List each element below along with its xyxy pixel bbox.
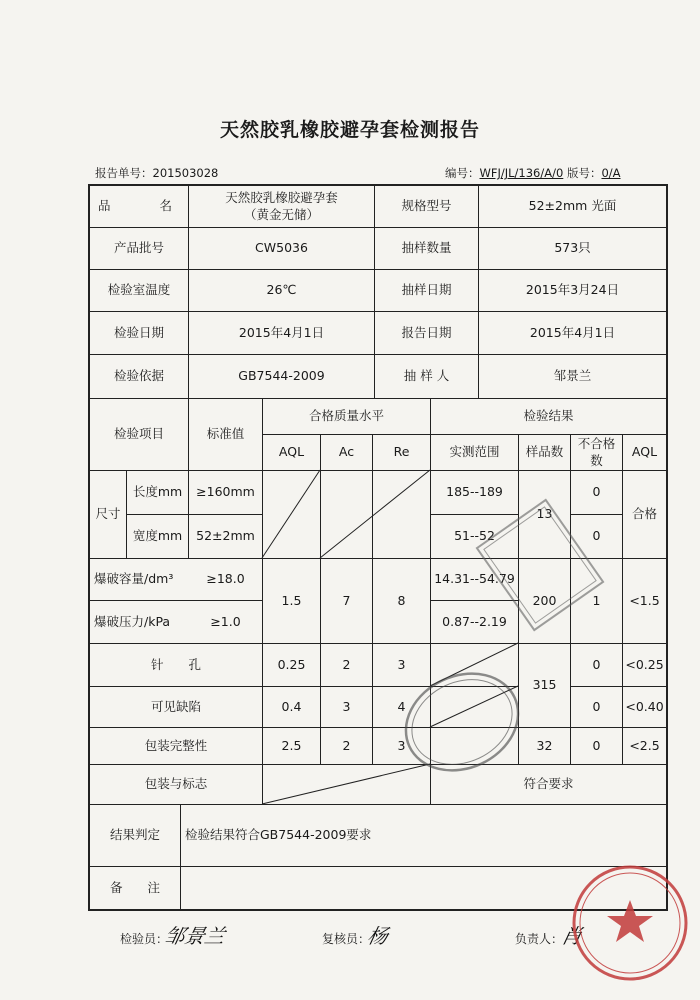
report-title: 天然胶乳橡胶避孕套检测报告: [219, 119, 480, 141]
burst-pressure-range: 0.87--2.19: [442, 613, 507, 629]
report-number: 报告单号：201503028: [95, 166, 219, 180]
inspector-label: 检验员：: [120, 932, 169, 946]
length-standard: ≥160mm: [196, 484, 255, 500]
inspector-signature: 邹景兰: [162, 924, 228, 948]
header-sample-count: 样品数: [525, 444, 564, 460]
marking-result: 符合要求: [523, 776, 574, 792]
pinhole-re: 3: [397, 656, 406, 672]
sample-qty-value: 573只: [554, 240, 591, 256]
inspect-date-value: 2015年4月1日: [238, 324, 325, 340]
manager-signature: 肖: [559, 924, 585, 948]
sample-date-label: 抽样日期: [401, 282, 452, 298]
pinhole-result: <0.25: [625, 656, 664, 672]
burst-pressure-standard: ≥1.0: [210, 613, 241, 629]
burst-sample-count: 200: [532, 592, 557, 608]
package-re: 3: [397, 737, 406, 753]
header-result: 检验结果: [523, 408, 574, 424]
width-range: 51--52: [454, 528, 495, 544]
length-range: 185--189: [446, 484, 503, 500]
header-nonconforming-line2: 数: [590, 452, 603, 468]
room-temp-label: 检验室温度: [107, 282, 171, 298]
pinhole-label: 针 孔: [150, 656, 201, 672]
report-date-value: 2015年4月1日: [529, 324, 616, 340]
size-group-label: 尺寸: [95, 506, 121, 522]
doc-code: WFJ/JL/136/A/0: [479, 166, 564, 180]
size-result: 合格: [631, 506, 657, 522]
report-date-label: 报告日期: [401, 324, 452, 340]
sampler-value: 邹景兰: [553, 368, 592, 384]
batch-value: CW5036: [255, 240, 308, 256]
spec-value: 52±2mm 光面: [528, 198, 617, 214]
sample-qty-label: 抽样数量: [401, 240, 452, 256]
basis-value: GB7544-2009: [238, 368, 325, 384]
room-temp-value: 26℃: [266, 282, 297, 298]
width-nonconforming: 0: [592, 528, 601, 544]
sample-date-value: 2015年3月24日: [525, 282, 620, 298]
marking-label: 包装与标志: [144, 776, 208, 792]
pinhole-ac: 2: [342, 656, 351, 672]
package-ac: 2: [342, 737, 351, 753]
table-border-right: [666, 184, 668, 911]
visible-nonconforming: 0: [592, 698, 601, 714]
sampler-label: 抽 样 人: [403, 368, 450, 384]
header-quality-level: 合格质量水平: [308, 408, 384, 424]
header-ac: Ac: [338, 444, 355, 460]
reviewer-signature: 杨: [365, 924, 391, 948]
burst-volume-label: 爆破容量/dm³: [94, 571, 174, 587]
product-name-value: [189, 186, 374, 227]
burst-ac: 7: [342, 592, 351, 608]
burst-result: <1.5: [629, 592, 660, 608]
pinhole-nonconforming: 0: [592, 656, 601, 672]
document-code-line: [445, 165, 621, 181]
header-re: Re: [393, 444, 410, 460]
header-measured-range: 实测范围: [449, 444, 500, 460]
product-name-line2: （黄金无储）: [243, 206, 319, 222]
package-nonconforming: 0: [592, 737, 601, 753]
burst-nonconforming: 1: [592, 592, 601, 608]
package-label: 包装完整性: [144, 737, 208, 753]
package-aql: 2.5: [281, 737, 302, 753]
doc-code-label: 编号：: [445, 166, 480, 180]
conclusion-label: 结果判定: [109, 827, 160, 843]
version-label: 版号：: [566, 166, 602, 180]
version: 0/A: [601, 166, 621, 180]
header-aql-result: AQL: [631, 444, 658, 460]
inspect-date-label: 检验日期: [113, 324, 164, 340]
burst-re: 8: [397, 592, 406, 608]
conclusion-value: 检验结果符合GB7544-2009要求: [185, 827, 372, 843]
pinhole-visible-sample-count: 315: [532, 677, 557, 693]
basis-label: 检验依据: [113, 368, 164, 384]
visible-result: <0.40: [625, 698, 664, 714]
visible-re: 4: [397, 698, 406, 714]
batch-label: 产品批号: [113, 240, 164, 256]
manager-label: 负责人：: [515, 932, 564, 946]
width-standard: 52±2mm: [196, 528, 255, 544]
product-name-line1: 天然胶乳橡胶避孕套: [225, 189, 338, 205]
reviewer-label: 复核员：: [322, 932, 371, 946]
burst-pressure-label: 爆破压力/kPa: [94, 613, 171, 629]
header-aql: AQL: [278, 444, 305, 460]
remarks-label: 备 注: [109, 879, 160, 895]
package-result: <2.5: [629, 737, 660, 753]
pinhole-aql: 0.25: [277, 656, 306, 672]
header-nonconforming-line1: 不合格: [577, 435, 616, 451]
visible-defect-label: 可见缺陷: [150, 698, 201, 714]
visible-aql: 0.4: [281, 698, 302, 714]
burst-aql: 1.5: [281, 592, 302, 608]
visible-ac: 3: [342, 698, 351, 714]
length-nonconforming: 0: [592, 484, 601, 500]
spec-label: 规格型号: [401, 198, 452, 214]
product-name-label: 品 名: [97, 198, 180, 214]
size-sample-count: 13: [536, 506, 553, 522]
header-nonconforming: [571, 435, 622, 470]
length-label: 长度mm: [132, 484, 183, 500]
table-border-bottom: [88, 909, 668, 911]
burst-volume-standard: ≥18.0: [206, 571, 245, 587]
package-sample-count: 32: [536, 737, 553, 753]
header-item: 检验项目: [113, 426, 164, 442]
burst-volume-range: 14.31--54.79: [434, 571, 515, 587]
width-label: 宽度mm: [132, 528, 183, 544]
header-standard: 标准值: [206, 426, 245, 442]
